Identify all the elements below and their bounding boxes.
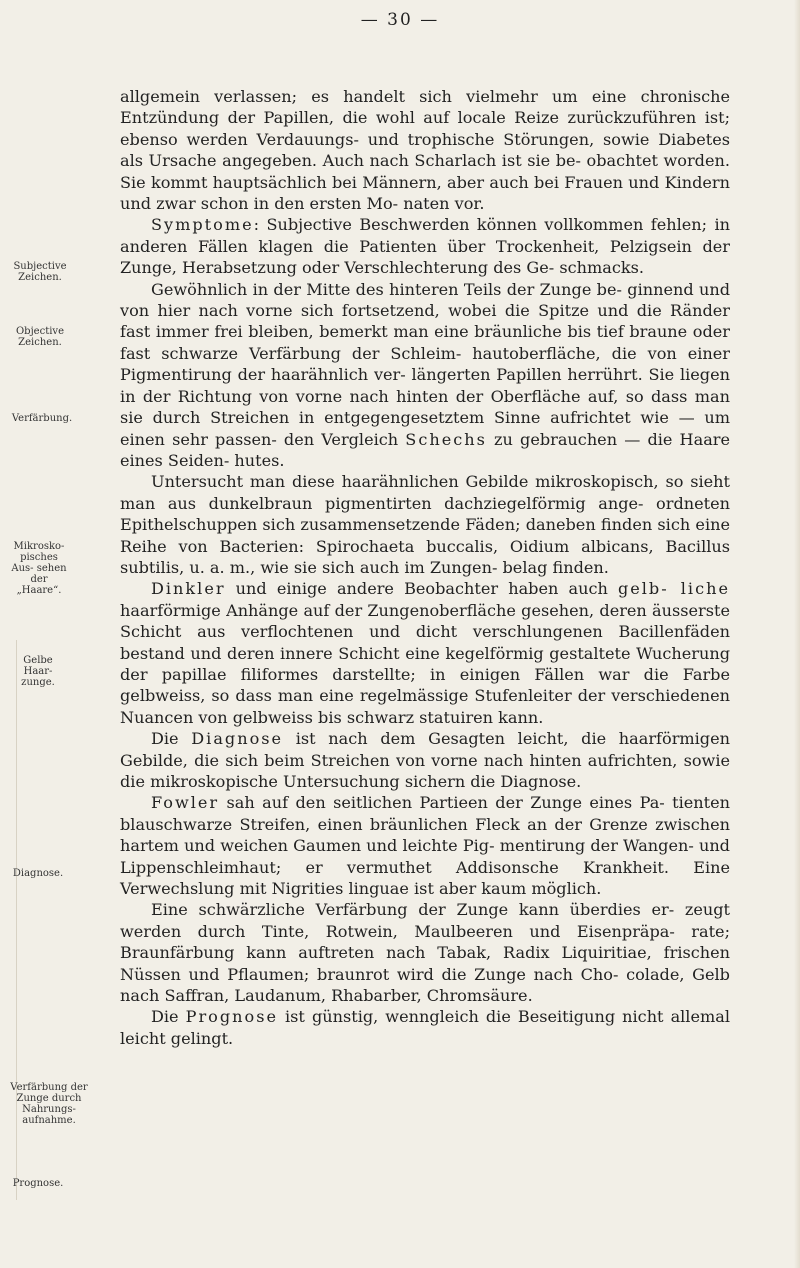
page-number: — 30 —: [360, 10, 440, 30]
spaced-term: Schechs: [405, 429, 487, 449]
paragraph-yellow: [120, 578, 730, 728]
spaced-term: Symptome: [151, 215, 254, 235]
margin-note-verfaerbung-nahrung: Verfärbung der Zunge durch Nahrungs- aufnahme.: [10, 1082, 88, 1126]
paragraph-text: Die: [151, 729, 179, 749]
margin-note-diagnose: Diagnose.: [12, 868, 64, 879]
paragraph-symptome: [120, 214, 730, 278]
spaced-term: Diagnose: [191, 729, 284, 749]
paragraph-objective: [120, 279, 730, 472]
margin-note-gelbe: Gelbe Haar- zunge.: [21, 655, 55, 688]
margin-note-mikroskopisch: Mikrosko- pisches Aus- sehen der „Haare“.: [11, 541, 67, 596]
paragraph-text: zu gebrauchen — die Haare eines Seiden- hutes.: [120, 429, 731, 470]
paragraph-text: : Subjective Beschwerden können vollkommen fehlen; in anderen Fällen klagen die Patienten über Trockenheit, Pelzigsein der Zunge, Herabsetzung oder Verschlechterung des Ge- schmacks.: [120, 215, 730, 278]
spaced-term: Fowler: [151, 793, 220, 813]
paragraph-fowler: [120, 792, 730, 899]
paragraph-1: allgemein verlassen; es handelt sich vielmehr um eine chronische Entzündung der Papillen, die wohl auf locale Reize zurückzuführen ist; ebenso werden Verdauungs- und trophische Störungen, sowie Diabetes als Ursache angegeben. Auch nach Scharlach ist sie be- obachtet worden. Sie kommt hauptsächlich bei Männern, aber auch bei Frauen und Kindern und zwar schon in den ersten Mo- naten vor.: [120, 87, 730, 214]
paragraph-diagnose: [120, 728, 730, 792]
margin-note-prognose: Prognose.: [12, 1178, 64, 1189]
paragraph-text: ist günstig, wenngleich die Beseitigung nicht allemal leicht gelingt.: [120, 1007, 730, 1048]
paragraph-text: haarförmige Anhänge auf der Zungenoberfläche gesehen, deren äusserste Schicht aus verflochtenen und dicht verschlungenen Bacillenfäden bestand und deren innere Schicht eine kegelförmig gestaltete Wucherung der papillae filiformes darstellte; in einigen Fällen war die Farbe gelbweiss, so dass man eine regelmässige Stufenleiter der verschiedenen Nuancen von gelbweiss bis schwarz statuiren kann.: [120, 600, 730, 727]
paragraph-prognose: [120, 1006, 730, 1049]
paragraph-text: ist nach dem Gesagten leicht, die haarförmigen Gebilde, die sich beim Streichen von vorne nach hinten aufrichten, sowie die mikroskopische Untersuchung sichern die Diagnose.: [120, 729, 730, 791]
body-text: [120, 86, 730, 1049]
paragraph-text: Gewöhnlich in der Mitte des hinteren Teils der Zunge be- ginnend und von hier nach vorne sich fortsetzend, wobei die Spitze und die Ränder fast immer frei bleiben, bemerkt man eine bräunliche bis tief braune oder fast schwarze Verfärbung der Schleim- hautoberfläche, die von einer Pigmentirung der haarähnlich ver- längerten Papillen herrührt. Sie liegen in der Richtung von vorne nach hinten der Oberfläche auf, so dass man sie durch Streichen in entgegengesetztem Sinne aufrichtet wie — um einen sehr passen- den Vergleich: [120, 279, 730, 449]
spaced-term: Prognose: [185, 1007, 278, 1027]
paragraph-text: und einige andere Beobachter haben auch: [235, 579, 608, 599]
paragraph-text: sah auf den seitlichen Partieen der Zunge eines Pa- tienten blauschwarze Streifen, einen bräunlichen Fleck an der Grenze zwischen hartem und weichen Gaumen und leichte Pig- mentirung der Wangen- und Lippenschleimhaut; er vermuthet Addisonsche Krankheit. Eine Verwechslung mit Nigrities linguae ist aber kaum möglich.: [120, 793, 731, 899]
paragraph-microscopic: Untersucht man diese haarähnlichen Gebilde mikroskopisch, so sieht man aus dunkelbraun pigmentirten dachziegelförmig ange- ordneten Epithelschuppen sich zusammensetzende Fäden; daneben finden sich eine Reihe von Bacterien: Spirochaeta buccalis, Oidium albicans, Bacillus subtilis, u. a. m., wie sie sich auch im Zungen- belag finden.: [120, 472, 730, 577]
spaced-term: gelb- liche: [617, 579, 730, 599]
page-edge-shadow: [794, 0, 800, 1268]
paragraph-food-staining: Eine schwärzliche Verfärbung der Zunge kann überdies er- zeugt werden durch Tinte, Rotwein, Maulbeeren und Eisenpräpa- rate; Braunfärbung kann auftreten nach Tabak, Radix Liquiritiae, frischen Nüssen und Pflaumen; braunrot wird die Zunge nach Cho- colade, Gelb nach Saffran, Laudanum, Rhabarber, Chromsäure.: [120, 900, 730, 1006]
margin-note-objective: Objective Zeichen.: [15, 326, 64, 348]
margin-note-verfaerbung: Verfärbung.: [11, 413, 73, 424]
margin-note-subjective: Subjective Zeichen.: [13, 261, 67, 283]
paragraph-text: Die: [151, 1007, 179, 1027]
spaced-term: Dinkler: [151, 579, 226, 599]
